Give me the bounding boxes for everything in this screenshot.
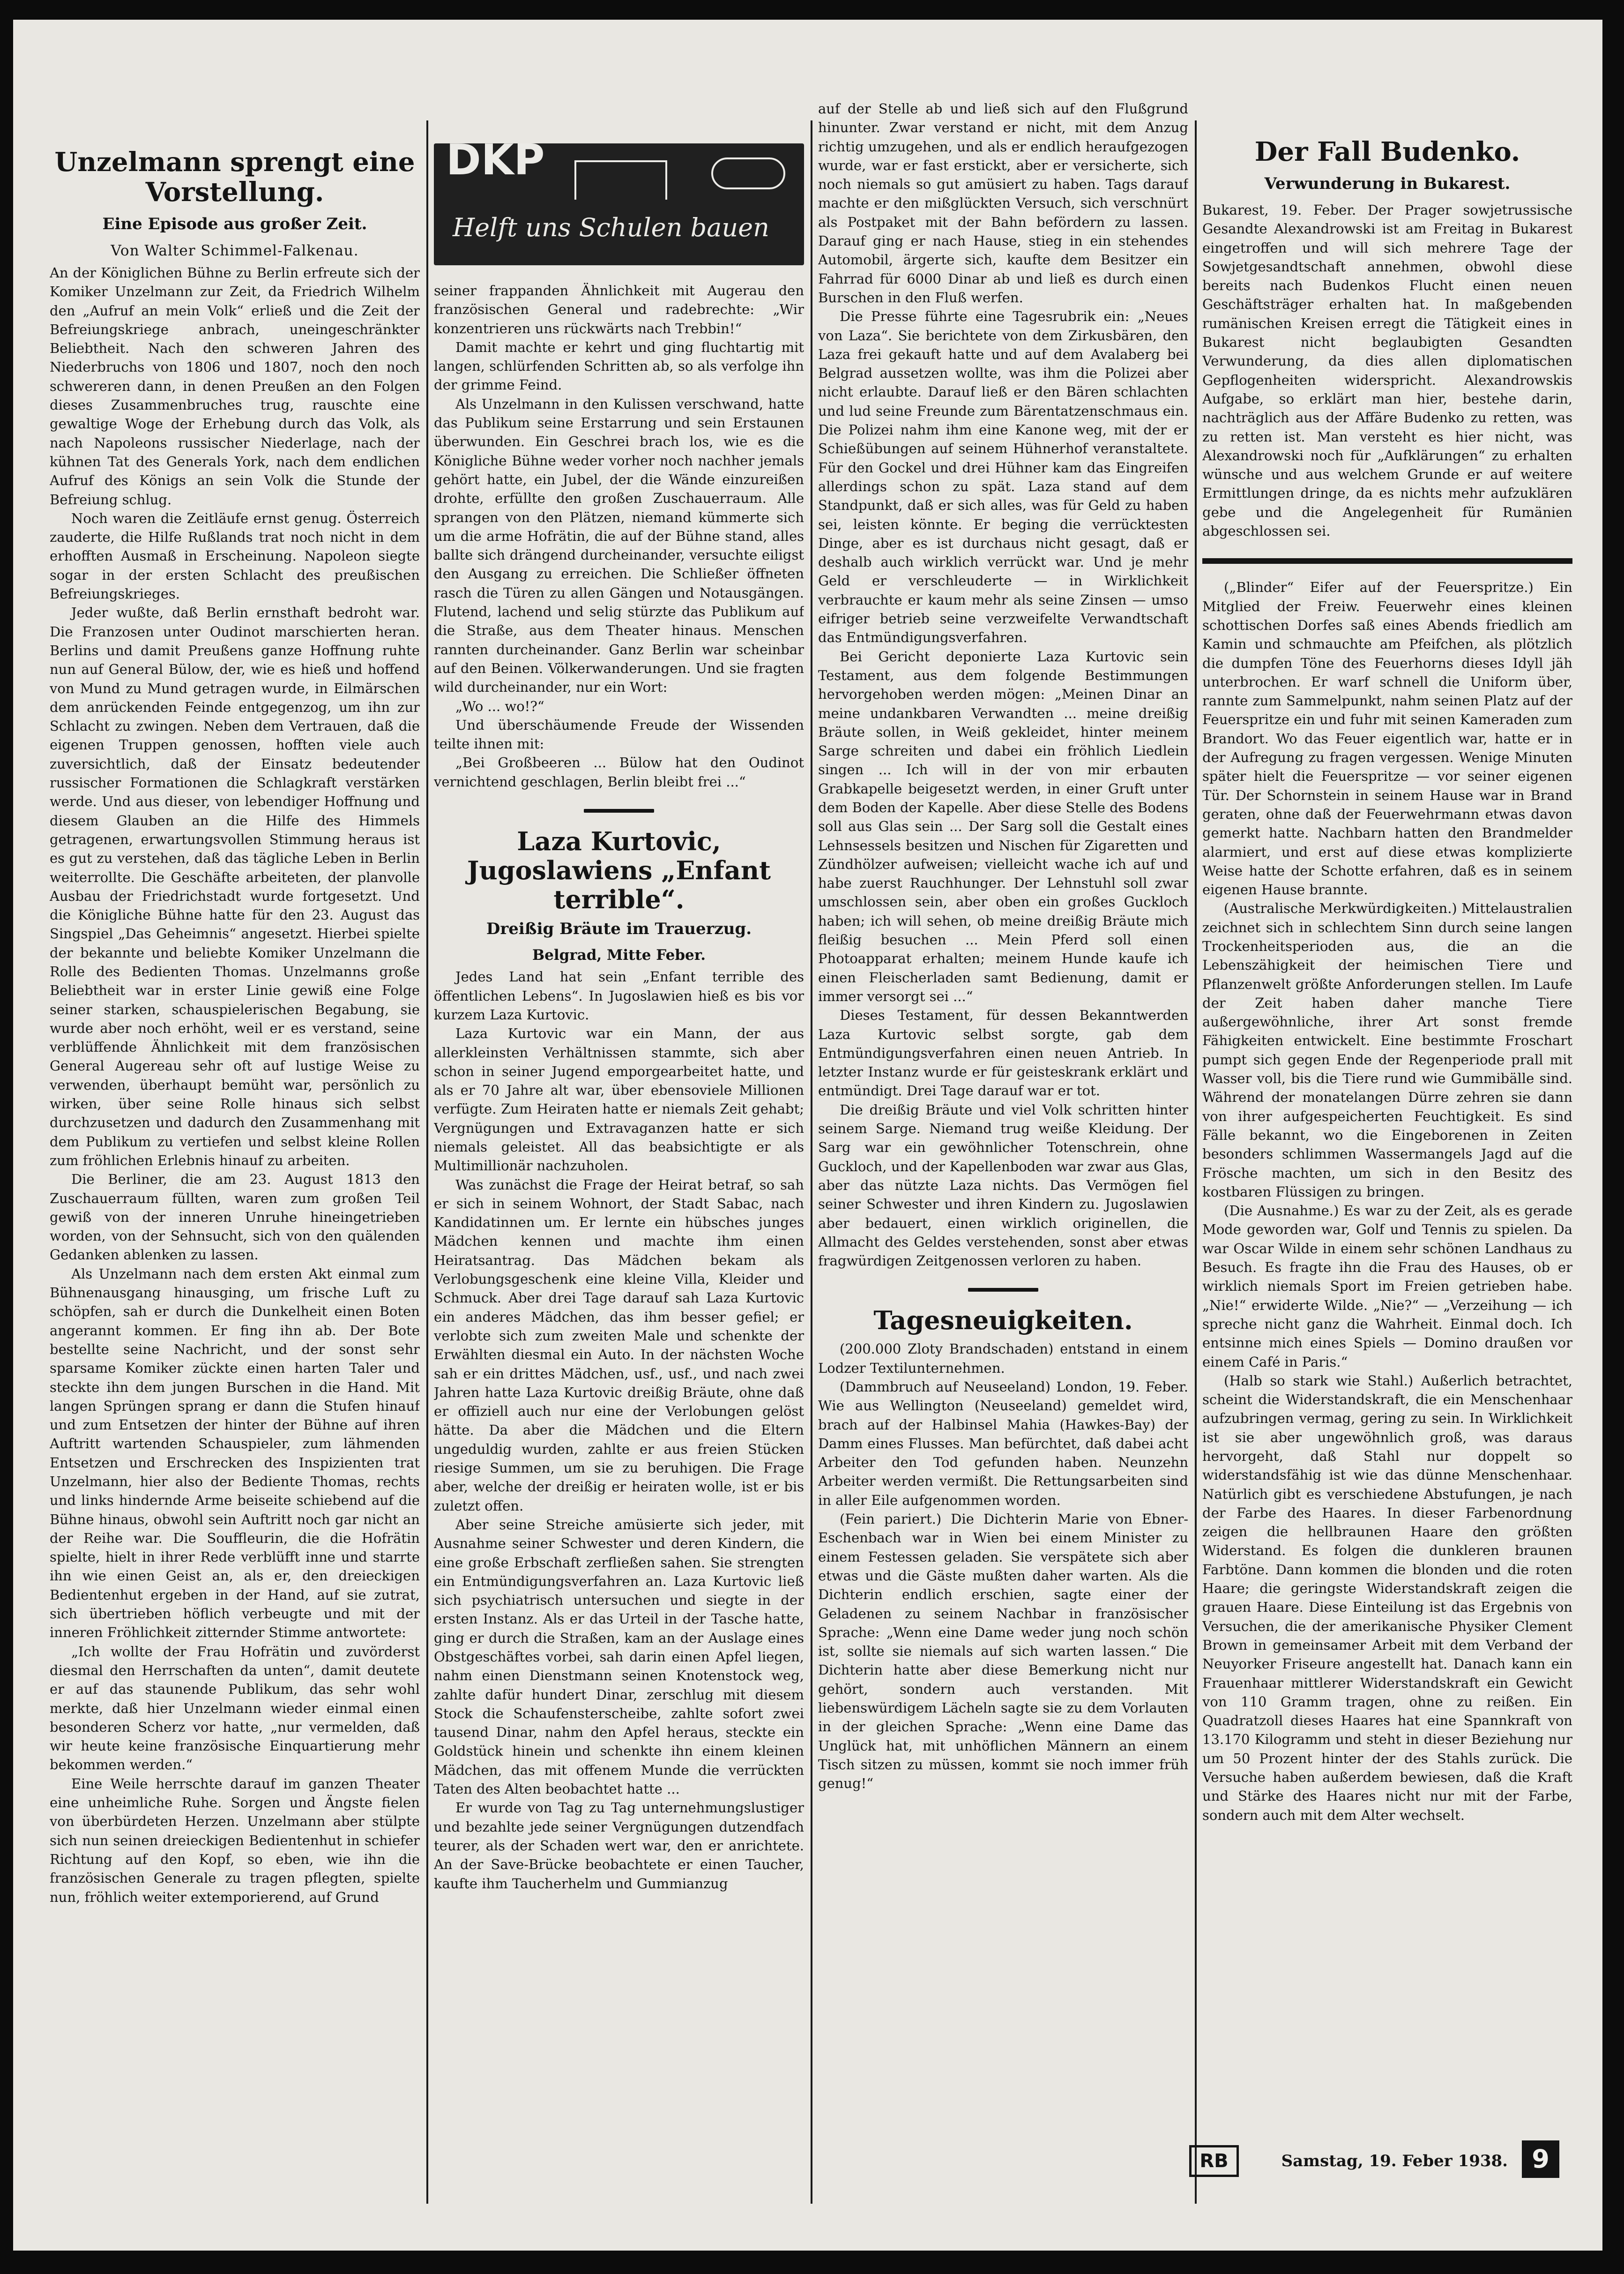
article-paragraph: Als Unzelmann in den Kulissen verschwand, hatte das Publikum seine Erstarrung und sein Erstaunen überwunden. Ein Geschrei brach los, wie es die Königliche Bühne weder vorher noch nachher jemals gehört hatte, ein Jubel, der die Wände einzureißen drohte, erfüllte den großen Zuschauerraum. Alle sprangen von den Plätzen, niemand kümmerte sich um die arme Hofrätin, die auf der Bühne stand, alles ballte sich drängend durcheinander, versuchte eiligst den Ausgang zu erreichen. Die Schließer öffneten rasch die Türen zu allen Gängen und Notausgängen. Flutend, lachend und selig stürzte das Publikum auf die Straße, aus dem Theater hinaus. Menschen rannten durcheinander. Ganz Berlin war scheinbar auf den Beinen. Völkerwanderungen. Und sie fragten wild durcheinander, nur ein Wort:	[434, 396, 804, 696]
article-paragraph: Aber seine Streiche amüsierte sich jeder, mit Ausnahme seiner Schwester und deren Kindern, die eine große Erbschaft zerfließen sahen. Sie strengten ein Entmündigungsverfahren an. Laza Kurtovic ließ sich psychiatrisch untersuchen und siegte in der ersten Instanz. Als er das Urteil in der Tasche hatte, ging er durch die Straßen, kam an der Auslage eines Obstgeschäftes vorbei, sah darin einen Apfel liegen, nahm einen Dienstmann seinen Knotenstock weg, zahlte dafür hundert Dinar, zerschlug mit diesem Stock die Schaufensterscheibe, zahlte sofort zwei tausend Dinar, nahm den Apfel heraus, steckte ein Goldstück hinein und schenkte ihn einem kleinen Mädchen, das mit offenem Munde die verrückten Taten des Alten beobachtet hatte ...	[434, 1516, 804, 1797]
article-paragraph: Als Unzelmann nach dem ersten Akt einmal zum Bühnenausgang hinausging, um frische Luft zu schöpfen, sah er durch die Dunkelheit einen Boten angerannt kommen. Er fing ihn ab. Der Bote bestellte seine Nachricht, und der sonst sehr sparsame Komiker zückte einen harten Taler und steckte ihn dem jungen Burschen in die Hand. Mit langen Sprüngen sprang er dann die Stufen hinauf und zum Entsetzen der hinter der Bühne auf ihren Auftritt wartenden Schauspieler, zum lähmenden Entsetzen und Erschrecken des Inspizienten trat Unzelmann, hier also der Bediente Thomas, rechts und links hindernde Arme beiseite schiebend auf die Bühne hinaus, obwohl sein Auftritt noch gar nicht an der Reihe war. Die Souffleurin, die die Hofrätin spielte, hielt in ihrer Rede verblüfft inne und starrte ihn wie einen Geist an, als er, den dreieckigen Bedientenhut ergeben in der Hand, auf sie zutrat, sich übertrieben höflich verbeugte und mit der inneren Fröhlichkeit zitternder Stimme antwortete:	[50, 1265, 420, 1641]
article-paragraph: Die dreißig Bräute und viel Volk schritten hinter seinem Sarge. Niemand trug weiße Kleidung. Der Sarg war ein gewöhnlicher Totenschrein, ohne Guckloch, und der Kapellenboden war zwar aus Glas, aber das nützte Laza nichts. Das Vermögen fiel seiner Schwester und ihren Kindern zu. Jugoslawien aber bedauert, einen wirklich originellen, die Allmacht des Geldes verstehenden, sonst aber etwas fragwürdigen Zeitgenossen verloren zu haben.	[818, 1101, 1188, 1269]
article-paragraph: Bei Gericht deponierte Laza Kurtovic sein Testament, aus dem folgende Bestimmungen hervorgehoben werden mögen: „Meinen Dinar an meine undankbaren Verwandten ... meine dreißig Bräute sollen, in Weiß gekleidet, hinter meinem Sarge schreiten und dabei ein fröhlich Liedlein singen ... Ich will in der von mir erbauten Grabkapelle beigesetzt werden, in einer Gruft unter dem Boden der Kapelle. Aber diese Stelle des Bodens soll aus Glas sein ... Der Sarg soll die Gestalt eines Lehnsessels besitzen und Nischen für Zigaretten und Zündhölzer aufweisen; vielleicht wache ich auf und habe zuerst Rauchhunger. Der Lehnstuhl soll zwar umschlossen sein, aber oben ein großes Guckloch haben; ich will sehen, ob meine dreißig Bräute mich fleißig besuchen ... Mein Pferd soll einen Photoapparat erhalten; meinem Hunde kaufe ich einen Fleischerladen samt Bedienung, damit er immer versorgt sei ...“	[818, 648, 1188, 1004]
article-paragraph: Laza Kurtovic war ein Mann, der aus allerkleinsten Verhältnissen stammte, sich aber schon in seiner Jugend emporgearbeitet hatte, und als er 70 Jahre alt war, über ebensoviele Millionen verfügte. Zum Heiraten hatte er niemals Zeit gehabt; Vergnügungen und Extravaganzen hatte er sich niemals geleistet. All das beabsichtigte er als Multimillionär nachzuholen.	[434, 1025, 804, 1174]
publisher-badge: RB	[1189, 2145, 1239, 2177]
column-rule	[811, 120, 812, 2204]
column-rule	[426, 120, 428, 2204]
article-paragraph: An der Königlichen Bühne zu Berlin erfreute sich der Komiker Unzelmann zur Zeit, da Friedrich Wilhelm den „Aufruf an mein Volk“ erließ und die Zeit der Befreiungskriege anbrach, uneingeschränkter Beliebtheit. Nach den schweren Jahren des Niederbruchs von 1806 und 1807, noch den noch schwereren dann, in denen Preußen an den Folgen dieses Zusammenbruches trug, rauschte eine gewaltige Woge der Erhebung durch das Volk, als nach Napoleons russischer Niederlage, nach der kühnen Tat des Generals York, nach dem endlichen Aufruf des Königs an sein Volk die Stunde der Befreiung schlug.	[50, 265, 420, 508]
article-paragraph: Dieses Testament, für dessen Bekanntwerden Laza Kurtovic selbst sorgte, gab dem Entmündigungsverfahren einen neuen Antrieb. In letzter Instanz wurde er für geisteskrank erklärt und entmündigt. Drei Tage darauf war er tot.	[818, 1007, 1188, 1099]
news-item: (200.000 Zloty Brandschaden) entstand in einem Lodzer Textilunternehmen.	[818, 1341, 1188, 1376]
column-1	[50, 118, 420, 2194]
column-rule	[1195, 120, 1197, 2204]
news-item: (Dammbruch auf Neuseeland) London, 19. Feber. Wie aus Wellington (Neuseeland) gemeldet wird, brach auf der Halbinsel Mahia (Hawkes-Bay) der Damm eines Flusses. Man befürchtet, daß dabei acht Arbeiter den Tod gefunden haben. Neunzehn Arbeiter werden vermißt. Die Rettungsarbeiten sind in aller Eile aufgenommen worden.	[818, 1379, 1188, 1508]
dateline-belgrad: Belgrad, Mitte Feber.	[532, 947, 706, 964]
newspaper-page	[13, 20, 1602, 2251]
column-4	[1202, 118, 1572, 2129]
school-building-icon	[574, 160, 667, 200]
column-2	[434, 118, 804, 2194]
article-paragraph: auf der Stelle ab und ließ sich auf den Flußgrund hinunter. Zwar verstand er nicht, mit dem Anzug richtig umzugehen, und als er endlich heraufgezogen wurde, war er fast erstickt, aber er versicherte, sich noch niemals so gut amüsiert zu haben. Tags darauf machte er den mißglückten Versuch, sich verschnürt als Postpaket mit der Bahn befördern zu lassen. Darauf ging er nach Hause, stieg in ein stehendes Automobil, ärgerte sich, kaufte dem Besitzer ein Fahrrad für 6000 Dinar ab und ließ es durch einen Burschen in den Fluß werfen.	[818, 101, 1188, 306]
page-footer	[1189, 2140, 1559, 2178]
article-paragraph: „Ich wollte der Frau Hofrätin und zuvörderst diesmal den Herrschaften da unten“, damit deutete er auf das staunende Publikum, das sehr wohl merkte, daß hier Unzelmann wieder einmal einen besonderen Scherz vor hatte, „nur vermelden, daß wir heute keine französische Einquartierung mehr bekommen werden.“	[50, 1643, 420, 1773]
article-paragraph: „Bei Großbeeren ... Bülow hat den Oudinot vernichtend geschlagen, Berlin bleibt frei ...“	[434, 755, 804, 790]
article-paragraph: Noch waren die Zeitläufe ernst genug. Österreich zauderte, die Hilfe Rußlands trat noch nicht in dem erhofften Ausmaß in Erscheinung. Napoleon siegte sogar in der ersten Schlacht des preußischen Befreiungskrieges.	[50, 510, 420, 602]
news-item: (Australische Merkwürdigkeiten.) Mittelaustralien zeichnet sich in schlechtem Sinn durch seine langen Trockenheitsperioden aus, die an die Lebenszähigkeit der heimischen Tiere und Pflanzenwelt größte Anforderungen stellen. Im Laufe der Zeit haben daher manche Tiere außergewöhnliche, ihrer Art sonst fremde Fähigkeiten entwickelt. Eine bestimmte Froschart pumpt sich gegen Ende der Regenperiode prall mit Wasser voll, bis die Tiere rund wie Gummibälle sind. Während der monatelangen Dürre zehren sie dann von ihrer aufgespeicherten Feuchtigkeit. Es sind Fälle bekannt, wo die Eingeborenen in Zeiten besonders schlimmen Wassermangels Jagd auf die Frösche machten, um sich in den Besitz des kostbaren Flüssigen zu bringen.	[1202, 900, 1572, 1200]
byline: Von Walter Schimmel-Falkenau.	[111, 242, 359, 259]
article-paragraph: seiner frappanden Ähnlichkeit mit Augerau den französischen General und radebrechte: „Wir konzentrieren uns rückwärts nach Trebbin!“	[434, 283, 804, 337]
news-item: (Die Ausnahme.) Es war zu der Zeit, als es gerade Mode geworden war, Golf und Tennis zu spielen. Da war Oscar Wilde in einem sehr schönen Landhaus zu Besuch. Es fragte ihn die Frau des Hauses, ob er wirklich niemals Sport im Freien getrieben habe. „Nie!“ erwiderte Wilde. „Nie?“ — „Verzeihung — ich spreche nicht ganz die Wahrheit. Einmal doch. Ich entsinne mich eines Spiels — Domino draußen vor einem Café in Paris.“	[1202, 1203, 1572, 1370]
article-paragraph: Jedes Land hat sein „Enfant terrible des öffentlichen Lebens“. In Jugoslawien hieß es bis vor kurzem Laza Kurtovic.	[434, 969, 804, 1023]
article-paragraph: Jeder wußte, daß Berlin ernsthaft bedroht war. Die Franzosen unter Oudinot marschierten heran. Berlins und damit Preußens ganze Hoffnung ruhte nun auf General Bülow, der, wie es hieß und hoffend von Mund zu Mund getragen wurde, in Eilmärschen dem anrückenden Feinde entgegenzog, um ihn zur Schlacht zu zwingen. Neben dem Vertrauen, daß die eigenen Truppen genossen, hofften viele auch zuversichtlich, daß der Einsatz bedeutender russischer Formationen die Schlagkraft verstärken werde. Und aus dieser, von lebendiger Hoffnung und diesem Glauben an die Hilfe des Himmels getragenen, erwartungsvollen Stimmung heraus ist es gut zu verstehen, daß das tägliche Leben in Berlin weiterrollte. Die Geschäfte arbeiteten, der planvolle Ausbau der Friedrichstadt wurde fortgesetzt. Und die Königliche Bühne hatte für den 23. August das Singspiel „Das Geheimnis“ angesetzt. Hierbei spielte der bekannte und beliebte Komiker Unzelmann die Rolle des Bedienten Thomas. Unzelmanns große Beliebtheit war in erster Linie gewiß eine Folge seiner starken, schauspielerischen Begabung, sie wurde aber noch erhöht, weil er es verstand, seine verblüffende Ähnlichkeit mit dem französischen General Augereau sehr oft auf lustige Weise zu verwenden, überhaupt bemüht war, persönlich zu wirken, über seine Rolle hinaus sich selbst durchzusetzen und dadurch den Zusammenhang mit dem Publikum zu vertiefen und selbst kleine Rollen zum fröhlichen Erlebnis hinauf zu arbeiten.	[50, 605, 420, 1168]
article-paragraph: Er wurde von Tag zu Tag unternehmungslustiger und bezahlte jede seiner Vergnügungen dutzendfach teurer, als der Schaden wert war, den er anrichtete. An der Save-Brücke beobachtete er einen Taucher, kaufte ihm Taucherhelm und Gummianzug	[434, 1800, 804, 1892]
article-paragraph: Was zunächst die Frage der Heirat betraf, so sah er sich in seinem Wohnort, der Stadt Sabac, nach Kandidatinnen um. Er lernte ein hübsches junges Mädchen kennen und machte ihm einen Heiratsantrag. Das Mädchen bekam als Verlobungsgeschenk eine kleine Villa, Kleider und Schmuck. Aber drei Tage darauf sah Laza Kurtovic ein anderes Mädchen, das ihm besser gefiel; er verlobte sich zum zweiten Male und schenkte der Erwählten diesmal ein Auto. In der nächsten Woche sah er ein drittes Mädchen, usf., usf., und nach zwei Jahren hatte Laza Kurtovic dreißig Bräute, ohne daß er offiziell auch nur eine der Verlobungen gelöst hätte. Da aber die Mädchen und die Eltern ungeduldig wurden, zahlte er aus freien Stücken riesige Summen, um sie zu beruhigen. Die Frage aber, welche der dreißig er heiraten wolle, ist er bis zuletzt offen.	[434, 1176, 804, 1514]
logo-slogan: Helft uns Schulen bauen	[453, 213, 769, 242]
section-divider	[1202, 558, 1572, 564]
article-paragraph: Die Presse führte eine Tagesrubrik ein: „Neues von Laza“. Sie berichtete von dem Zirkusbären, den Laza frei gekauft hatte und auf dem Avalaberg bei Belgrad aussetzen wollte, was ihm die Polizei aber nicht erlaubte. Darauf ließ er den Bären schlachten und lud seine Freunde zum Bärentatzenschmaus ein. Die Polizei nahm ihm eine Kanone weg, mit der er Schießübungen auf seinem Hühnerhof veranstaltete. Für den Gockel und drei Hühner kam das Eingreifen allerdings schon zu spät. Laza stand auf dem Standpunkt, daß er sich alles, was für Geld zu haben sei, leisten könnte. Er beging die verrücktesten Dinge, aber es ist durchaus nicht gesagt, daß er deshalb auch wirklich verrückt war. Und je mehr Geld er verschleuderte — in Wirklichkeit verbrauchte er kaum mehr als seine Zinsen — umso eifriger betrieb seine verzweifelte Verwandtschaft das Entmündigungsverfahren.	[818, 308, 1188, 646]
news-item: („Blinder“ Eifer auf der Feuerspritze.) Ein Mitglied der Freiw. Feuerwehr eines kleinen schottischen Dorfes saß eines Abends friedlich am Kamin und schmauchte am Pfeifchen, als plötzlich die dumpfen Töne des Feuerhorns dieses Idyll jäh unterbrochen. Er warf schnell die Uniform über, rannte zum Sammelpunkt, nahm seinen Platz auf der Feuerspritze ein und fuhr mit seinen Kameraden zum Brandort. Wo das Feuer eigentlich war, hatte er in der Aufregung zu fragen vergessen. Wenige Minuten später hielt die Feuerspritze — vor seiner eigenen Tür. Der Schornstein in seinem Hause war in Brand geraten, ohne daß der Feuerwehrmann etwas davon gemerkt hatte. Nachbarn hatten den Brandmelder alarmiert, und erst auf diese etwas komplizierte Weise hatte der Schotte erfahren, daß es in seinem eigenen Hause brannte.	[1202, 579, 1572, 898]
article-paragraph: Die Berliner, die am 23. August 1813 den Zuschauerraum füllten, waren zum großen Teil gewiß von der inneren Unruhe hineingetrieben worden, von der Sehnsucht, sich von den quälenden Gedanken ablenken zu lassen.	[50, 1171, 420, 1263]
column-3	[818, 99, 1188, 2194]
subheadline-kurtovic: Dreißig Bräute im Trauerzug.	[486, 920, 752, 939]
school-fund-logo	[434, 135, 804, 265]
headline-tagesneuigkeiten: Tagesneuigkeiten.	[873, 1305, 1133, 1336]
section-divider	[968, 1288, 1038, 1292]
subheadline-budenko: Verwunderung in Bukarest.	[1264, 174, 1511, 193]
section-divider	[584, 809, 654, 813]
subheadline-unzelmann: Eine Episode aus großer Zeit.	[102, 215, 367, 233]
page-number: 9	[1522, 2140, 1559, 2178]
article-paragraph: „Wo ... wo!?“	[455, 698, 544, 714]
article-paragraph: Damit machte er kehrt und ging fluchtartig mit langen, schlürfenden Schritten ab, so als verfolge ihn der grimme Feind.	[434, 339, 804, 393]
article-paragraph: Eine Weile herrschte darauf im ganzen Theater eine unheimliche Ruhe. Sorgen und Ängste fielen von überbürdeten Herzen. Unzelmann aber stülpte sich nun seinen dreieckigen Bedientenhut in schiefer Richtung auf den Kopf, so eben, wie ihn die französischen Generale zu tragen pflegten, spielte nun, fröhlich weiter extemporierend, auf Grund	[50, 1775, 420, 1905]
logo-mark: DKP	[446, 135, 545, 185]
headline-budenko: Der Fall Budenko.	[1254, 136, 1520, 167]
headline-kurtovic: Laza Kurtovic, Jugoslawiens „Enfant terrible“.	[467, 826, 771, 915]
article-paragraph: Bukarest, 19. Feber. Der Prager sowjetrussische Gesandte Alexandrowski ist am Freitag in Bukarest eingetroffen und will sich mehrere Tage der Sowjetgesandtschaft annehmen, obwohl diese bereits nach Budenkos Flucht einen neuen Geschäftsträger erhalten hat. In maßgebenden rumänischen Kreisen erregt die Tätigkeit eines in Bukarest nicht beglaubigten Gesandten Verwunderung, da dies allen diplomatischen Gepflogenheiten widerspricht. Alexandrowskis Aufgabe, so erklärt man hier, bestehe darin, nachträglich aus der Affäre Budenko zu retten, was zu retten ist. Man versteht es hier nicht, was Alexandrowski noch für „Aufklärungen“ zu erhalten wünsche und aus welchem Grunde er auf weitere Ermittlungen dringe, da es nichts mehr aufzuklären gebe und die Angelegenheit für Rumänien abgeschlossen sei.	[1202, 202, 1572, 539]
issue-date: Samstag, 19. Feber 1938.	[1281, 2152, 1508, 2170]
news-item: (Fein pariert.) Die Dichterin Marie von Ebner-Eschenbach war in Wien bei einem Minister zu einem Festessen geladen. Sie verspätete sich aber etwas und die Gäste mußten daher warten. Als die Dichterin endlich erschien, sagte einer der Geladenen zu seinem Nachbar in französischer Sprache: „Wenn eine Dame weder jung noch schön ist, sollte sie niemals auf sich warten lassen.“ Die Dichterin hatte aber diese Bemerkung nicht nur gehört, sondern auch verstanden. Mit liebenswürdigem Lächeln sagte sie zu dem Vorlauten in der gleichen Sprache: „Wenn eine Dame das Unglück hat, mit unhöflichen Männern an einem Tisch sitzen zu müssen, kommt sie noch immer früh genug!“	[818, 1511, 1188, 1792]
article-paragraph: Und überschäumende Freude der Wissenden teilte ihnen mit:	[434, 717, 804, 752]
headline-unzelmann: Unzelmann sprengt eine Vorstellung.	[54, 147, 415, 208]
cloud-icon	[711, 157, 785, 189]
news-item: (Halb so stark wie Stahl.) Außerlich betrachtet, scheint die Widerstandskraft, die ein Menschenhaar aufzubringen vermag, gering zu sein. In Wirklichkeit ist sie aber ungewöhnlich groß, was daraus hervorgeht, daß Stahl nur doppelt so widerstandsfähig ist wie das dünne Menschenhaar. Natürlich gibt es verschiedene Abstufungen, je nach der Farbe des Haares. In dieser Farbenordnung zeigen die hellbraunen Haare den größten Widerstand. Es folgen die dunkleren braunen Farbtöne. Dann kommen die blonden und die roten Haare; die geringste Widerstandskraft zeigen die grauen Haare. Diese Einteilung ist das Ergebnis von Versuchen, die der amerikanische Physiker Clement Brown in gemeinsamer Arbeit mit dem Verband der Neuyorker Friseure angestellt hat. Danach kann ein Frauenhaar mittlerer Widerstandskraft ein Gewicht von 110 Gramm tragen, ohne zu reißen. Ein Quadratzoll dieses Haares hat eine Spannkraft von 13.170 Kilogramm und steht in dieser Beziehung nur um 50 Prozent hinter der des Stahls zurück. Die Versuche haben außerdem bewiesen, daß die Kraft und Stärke des Haares nicht nur mit der Farbe, sondern auch mit dem Alter wechselt.	[1202, 1372, 1572, 1823]
